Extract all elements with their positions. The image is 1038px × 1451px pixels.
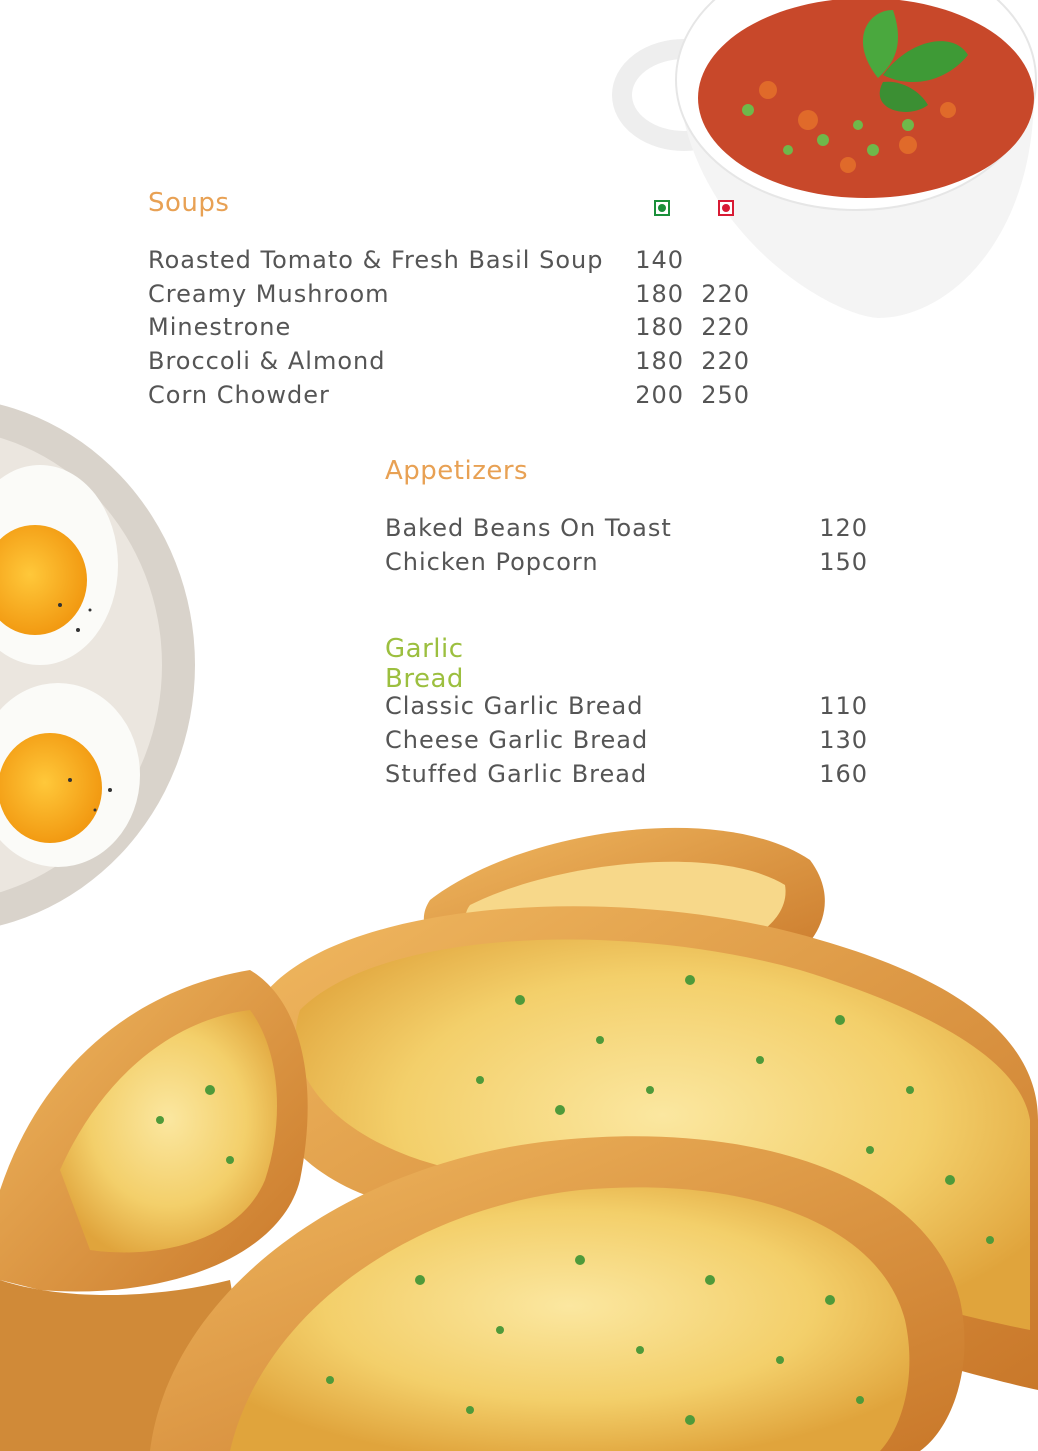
item-name: Broccoli & Almond [148,347,386,375]
item-price: 120 [819,514,868,542]
item-price: 110 [819,692,868,720]
veg-price: 180 [635,313,684,341]
nonveg-price: 220 [701,280,750,308]
soups-heading: Soups [148,188,230,218]
veg-price: 140 [635,246,684,274]
veg-indicator-icon [654,200,670,216]
nonveg-price: 220 [701,347,750,375]
soup-row [148,246,758,280]
soup-row [148,381,758,415]
nonveg-price: 220 [701,313,750,341]
boiled-eggs-plate-image [0,390,220,950]
nonveg-price: 250 [701,381,750,409]
item-name: Baked Beans On Toast [385,514,672,542]
veg-price: 180 [635,347,684,375]
item-name: Minestrone [148,313,292,341]
item-price: 160 [819,760,868,788]
item-name: Stuffed Garlic Bread [385,760,648,788]
item-name: Chicken Popcorn [385,548,599,576]
veg-price: 200 [635,381,684,409]
item-price: 150 [819,548,868,576]
appetizer-row [385,548,868,582]
item-name: Creamy Mushroom [148,280,390,308]
appetizer-row [385,514,868,548]
item-price: 130 [819,726,868,754]
garlic-bread-row [385,760,868,794]
appetizers-heading: Appetizers [385,456,529,486]
soup-row [148,347,758,381]
item-name: Roasted Tomato & Fresh Basil Soup [148,246,604,274]
item-name: Classic Garlic Bread [385,692,644,720]
item-name: Cheese Garlic Bread [385,726,649,754]
garlic-bread-row [385,692,868,726]
soup-row [148,280,758,314]
garlic-bread-row [385,726,868,760]
veg-price: 180 [635,280,684,308]
soup-row [148,313,758,347]
nonveg-indicator-icon [718,200,734,216]
item-name: Corn Chowder [148,381,330,409]
garlic-bread-heading: Garlic Bread [385,634,464,694]
